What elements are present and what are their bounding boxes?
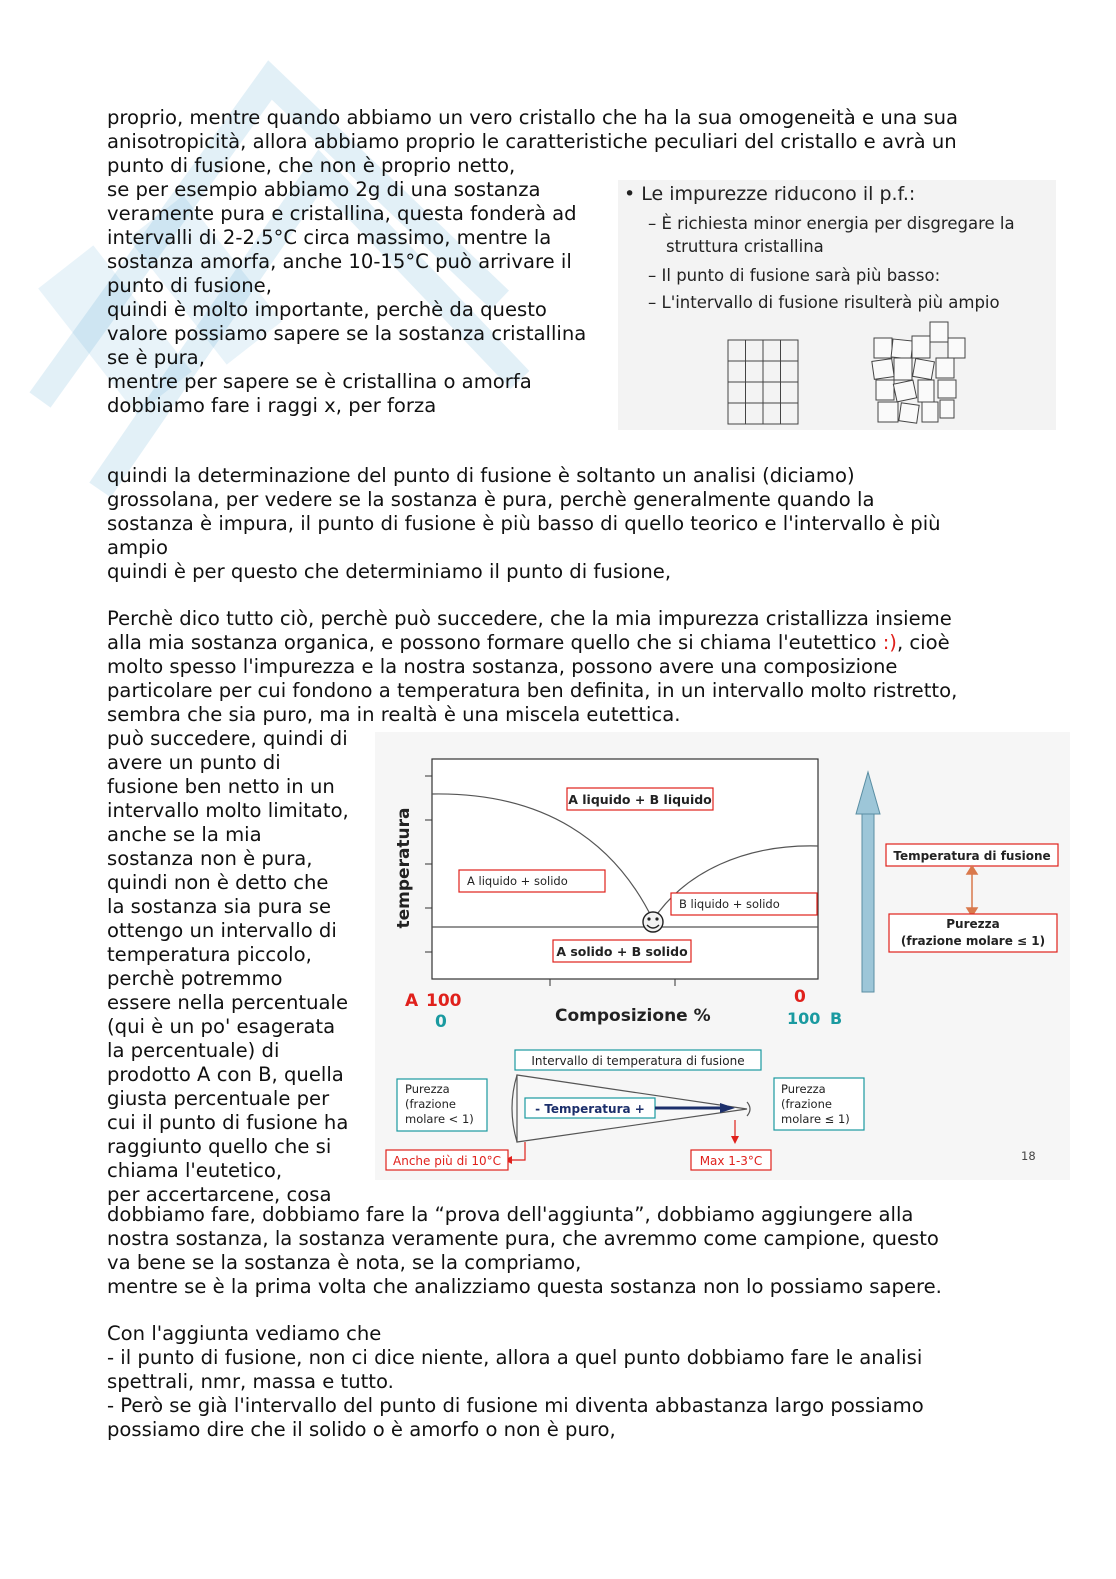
ordered-lattice bbox=[728, 340, 798, 424]
text-line: ottengo un intervallo di bbox=[107, 919, 337, 942]
temperature-arrow-label: - Temperatura + bbox=[535, 1102, 645, 1116]
eutectic-point-smiley-icon bbox=[643, 912, 663, 932]
temp-fusion-label: Temperatura di fusione bbox=[893, 849, 1051, 863]
text-line: perchè potremmo bbox=[107, 967, 283, 990]
b-top-value: 0 bbox=[794, 987, 806, 1007]
text-line: valore possiamo sapere se la sostanza cristallina bbox=[107, 322, 587, 345]
text-line: avere un punto di bbox=[107, 751, 281, 774]
text-line: grossolana, per vedere se la sostanza è pura, perchè generalmente quando la bbox=[107, 488, 875, 511]
text-line: mentre per sapere se è cristallina o amorfa bbox=[107, 370, 532, 393]
text-line: Perchè dico tutto ciò, perchè può succedere, che la mia impurezza cristallizza insieme bbox=[107, 607, 952, 630]
figure-impurities bbox=[618, 180, 1056, 430]
left-purity-line: (frazione bbox=[405, 1097, 456, 1111]
paragraph-eutectic bbox=[107, 607, 1007, 727]
left-note-label: Anche più di 10°C bbox=[393, 1154, 501, 1168]
purity-fraction-label: (frazione molare ≤ 1) bbox=[900, 934, 1046, 948]
a-top-value: 100 bbox=[426, 991, 462, 1011]
figure-eutectic-diagram bbox=[375, 732, 1070, 1180]
eutectic-diagram-svg bbox=[375, 732, 1070, 1180]
y-axis-ticks bbox=[425, 776, 432, 952]
text-line: temperatura piccolo, bbox=[107, 943, 312, 966]
figure-impurities-item: struttura cristallina bbox=[666, 237, 824, 256]
text-line: cui il punto di fusione ha bbox=[107, 1111, 349, 1134]
y-axis-label: temperatura bbox=[394, 807, 414, 929]
text-line: ampio bbox=[107, 536, 168, 559]
text-line: (qui è un po' esagerata bbox=[107, 1015, 336, 1038]
text-line: dobbiamo fare i raggi x, per forza bbox=[107, 394, 437, 417]
text-line: veramente pura e cristallina, questa fonderà ad bbox=[107, 202, 577, 225]
text-line: sembra che sia puro, ma in realtà è una miscela eutettica. bbox=[107, 703, 681, 726]
region-b-liquid-label: B liquido + solido bbox=[679, 897, 780, 911]
double-arrow-icon bbox=[967, 866, 977, 916]
text-line: spettrali, nmr, massa e tutto. bbox=[107, 1370, 394, 1393]
text-line: - Però se già l'intervallo del punto di fusione mi diventa abbastanza largo possiamo bbox=[107, 1394, 924, 1417]
text-line: nostra sostanza, la sostanza veramente pura, che avremmo come campione, questo bbox=[107, 1227, 939, 1250]
text-line: dobbiamo fare, dobbiamo fare la “prova dell'aggiunta”, dobbiamo aggiungere alla bbox=[107, 1203, 914, 1226]
text-line: se per esempio abbiamo 2g di una sostanza bbox=[107, 178, 541, 201]
figure-impurities-title: • Le impurezze riducono il p.f.: bbox=[624, 183, 916, 205]
text-line: fusione ben netto in un bbox=[107, 775, 335, 798]
text-line: sostanza non è pura, bbox=[107, 847, 313, 870]
x-axis-label: Composizione % bbox=[555, 1006, 711, 1026]
text-fragment: , cioè bbox=[896, 631, 950, 654]
figure-impurities-item: – L'intervallo di fusione risulterà più ampio bbox=[648, 293, 1000, 312]
text-fragment: alla mia sostanza organica, e possono formare quello che si chiama l'eutettico bbox=[107, 631, 883, 654]
b-bottom-value: 100 bbox=[787, 1009, 821, 1028]
text-line: mentre se è la prima volta che analizziamo questa sostanza non lo possiamo sapere. bbox=[107, 1275, 942, 1298]
paragraph-addition-test bbox=[107, 1203, 1007, 1299]
paragraph-determination bbox=[107, 464, 1007, 584]
x-axis-ticks bbox=[550, 979, 675, 986]
text-line: prodotto A con B, quella bbox=[107, 1063, 344, 1086]
text-line: - il punto di fusione, non ci dice niente, allora a quel punto dobbiamo fare le analisi bbox=[107, 1346, 923, 1369]
text-line: per accertarcene, cosa bbox=[107, 1183, 332, 1206]
text-line bbox=[107, 631, 1007, 655]
up-arrow-icon bbox=[856, 772, 880, 992]
text-line: raggiunto quello che si bbox=[107, 1135, 332, 1158]
text-line: essere nella percentuale bbox=[107, 991, 348, 1014]
text-line: se è pura, bbox=[107, 346, 205, 369]
region-a-liquid-label: A liquido + solido bbox=[467, 874, 568, 888]
region-solid-label: A solido + B solido bbox=[556, 944, 688, 959]
b-label: B bbox=[830, 1009, 843, 1028]
right-purity-line: molare ≤ 1) bbox=[781, 1112, 850, 1126]
right-note-label: Max 1-3°C bbox=[699, 1154, 763, 1168]
slide-number: 18 bbox=[1021, 1149, 1036, 1163]
text-line: chiama l'eutetico, bbox=[107, 1159, 283, 1182]
crystal-lattice-illustration bbox=[618, 180, 1056, 430]
text-line: punto di fusione, bbox=[107, 274, 272, 297]
text-line: quindi la determinazione del punto di fusione è soltanto un analisi (diciamo) bbox=[107, 464, 855, 487]
text-line: giusta percentuale per bbox=[107, 1087, 330, 1110]
region-liquid-label: A liquido + B liquido bbox=[568, 792, 712, 807]
figure-impurities-item: – È richiesta minor energia per disgregare la bbox=[648, 214, 1015, 233]
paragraph-conclusion bbox=[107, 1322, 1007, 1442]
smiley-emoticon: :) bbox=[882, 631, 897, 654]
text-line: intervalli di 2-2.5°C circa massimo, mentre la bbox=[107, 226, 552, 249]
text-line: particolare per cui fondono a temperatura ben definita, in un intervallo molto ristretto, bbox=[107, 679, 958, 702]
text-line: va bene se la sostanza è nota, se la compriamo, bbox=[107, 1251, 582, 1274]
text-line: può succedere, quindi di bbox=[107, 727, 348, 750]
text-line: possiamo dire che il solido o è amorfo o non è puro, bbox=[107, 1418, 616, 1441]
text-line: molto spesso l'impurezza e la nostra sostanza, possono avere una composizione bbox=[107, 655, 898, 678]
right-purity-line: (frazione bbox=[781, 1097, 832, 1111]
wedge-tip-bracket bbox=[747, 1102, 750, 1116]
text-line: quindi non è detto che bbox=[107, 871, 329, 894]
right-purity-line: Purezza bbox=[781, 1082, 826, 1096]
paragraph-narrow-column bbox=[107, 727, 367, 1207]
right-connector-arrowhead bbox=[731, 1136, 739, 1144]
interval-title-label: Intervallo di temperatura di fusione bbox=[531, 1054, 745, 1068]
purity-label: Purezza bbox=[946, 917, 1000, 931]
text-line: quindi è per questo che determiniamo il punto di fusione, bbox=[107, 560, 672, 583]
text-line: quindi è molto importante, perchè da questo bbox=[107, 298, 547, 321]
a-label: A bbox=[405, 991, 419, 1011]
text-line: sostanza amorfa, anche 10-15°C può arrivare il bbox=[107, 250, 572, 273]
text-line: anisotropicità, allora abbiamo proprio le caratteristiche peculiari del cristallo e avrà un bbox=[107, 130, 957, 153]
left-purity-line: Purezza bbox=[405, 1082, 450, 1096]
figure-impurities-item: – Il punto di fusione sarà più basso: bbox=[648, 266, 941, 285]
text-line: Con l'aggiunta vediamo che bbox=[107, 1322, 382, 1345]
text-line: proprio, mentre quando abbiamo un vero cristallo che ha la sua omogeneità e una sua bbox=[107, 106, 959, 129]
a-bottom-value: 0 bbox=[435, 1012, 447, 1032]
text-line: la sostanza sia pura se bbox=[107, 895, 332, 918]
text-line: punto di fusione, che non è proprio netto, bbox=[107, 154, 516, 177]
left-purity-line: molare < 1) bbox=[405, 1112, 474, 1126]
text-line: anche se la mia bbox=[107, 823, 262, 846]
text-line: la percentuale) di bbox=[107, 1039, 280, 1062]
text-line: sostanza è impura, il punto di fusione è più basso di quello teorico e l'intervallo è più bbox=[107, 512, 941, 535]
wedge-bracket bbox=[512, 1075, 517, 1142]
disordered-lattice bbox=[872, 322, 965, 423]
text-line: intervallo molto limitato, bbox=[107, 799, 349, 822]
